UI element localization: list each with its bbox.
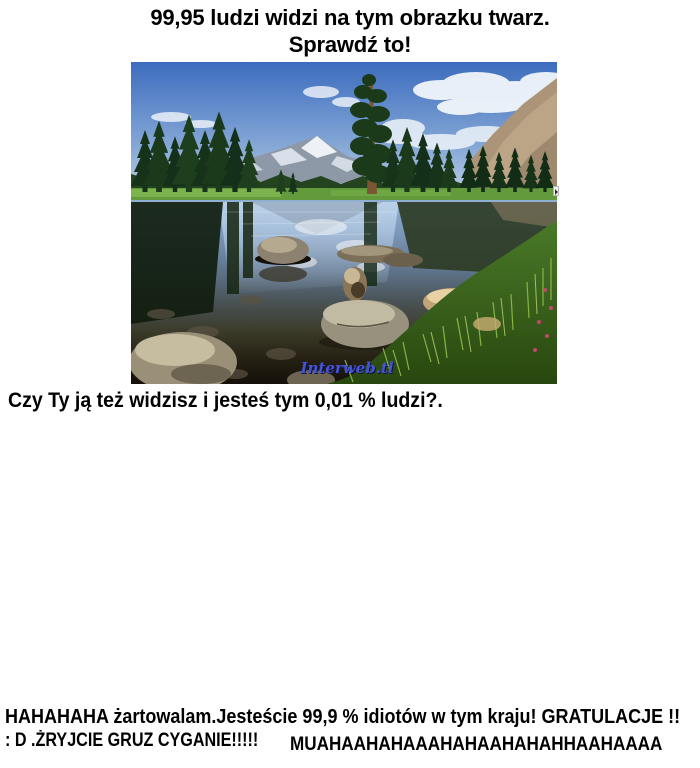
heading-line1: 99,95 ludzi widzi na tym obrazku twarz. (150, 5, 550, 30)
bottom-text-line2: : D .ŻRYJCIE GRUZ CYGANIE!!!!! (5, 730, 259, 751)
bottom-text-line3: MUAHAAHAHAAAHAHAAHAHAHHAAHAAAA (290, 734, 663, 755)
landscape-photo (131, 62, 557, 384)
bottom-text-line1: HAHAHAHA żartowalam.Jesteście 99,9 % idiotów w tym kraju! GRATULACJE !! (5, 706, 681, 728)
photo-edge-artifact (553, 186, 559, 196)
landscape-illustration (131, 62, 557, 384)
heading (0, 4, 700, 58)
heading-line2: Sprawdź to! (288, 32, 412, 57)
question-text: Czy Ty ją też widzisz i jesteś tym 0,01 % ludzi?. (8, 389, 443, 412)
photo-watermark: Interweb.tl (300, 359, 394, 377)
